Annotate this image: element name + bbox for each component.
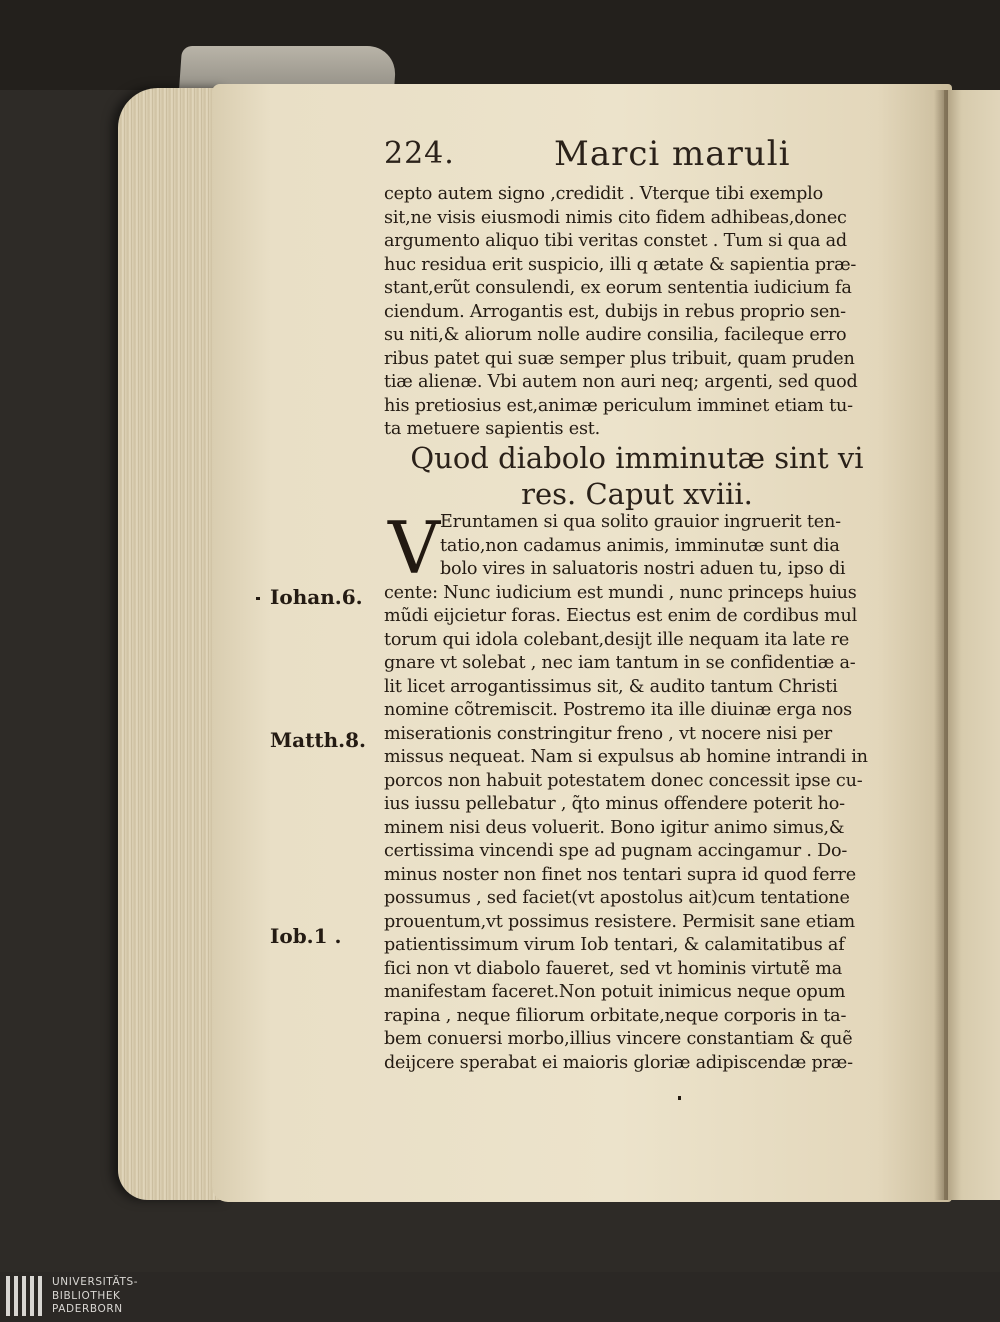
right-page-edge xyxy=(944,90,1000,1200)
text-line: ribus patet qui suæ semper plus tribuit, quam pruden xyxy=(384,348,855,369)
text-line: gnare vt solebat , nec iam tantum in se confidentiæ a- xyxy=(384,653,856,673)
text-line: miserationis constringitur freno , vt nocere nisi per xyxy=(384,723,832,744)
text-line: lit licet arrogantissimus sit, & audito tantum Christi xyxy=(384,676,838,697)
text-line: manifestam faceret.Non potuit inimicus neque opum xyxy=(384,982,846,1002)
text-line: rapina , neque filiorum orbitate,neque corporis in ta- xyxy=(384,1005,847,1026)
text-line: su niti,& aliorum nolle audire consilia, facileque erro xyxy=(384,325,847,345)
running-title: Marci maruli xyxy=(554,134,791,174)
text-line: cepto autem signo ,credidit . Vterque tibi exemplo xyxy=(384,184,823,204)
running-head xyxy=(384,136,884,180)
text-line: fici non vt diabolo faueret, sed vt hominis virtutẽ ma xyxy=(384,958,843,979)
text-line: tatio,non cadamus animis, imminutæ sunt dia xyxy=(440,535,840,556)
text-line: Eruntamen si qua solito grauior ingruerit ten- xyxy=(440,512,841,532)
text-line: certissima vincendi spe ad pugnam accingamur . Do- xyxy=(384,841,848,861)
body-text xyxy=(384,183,890,442)
text-line: possumus , sed faciet(vt apostolus ait)cum tentatione xyxy=(384,888,850,908)
library-logo xyxy=(6,1276,196,1316)
text-line: bem conuersi morbo,illius vincere constantiam & quẽ xyxy=(384,1029,853,1049)
text-line: missus nequeat. Nam si expulsus ab homine intrandi in xyxy=(384,747,868,767)
text-line: porcos non habuit potestatem donec concessit ipse cu- xyxy=(384,770,863,791)
text-line: prouentum,vt possimus resistere. Permisit sane etiam xyxy=(384,911,856,932)
text-line: argumento aliquo tibi veritas constet . Tum si qua ad xyxy=(384,231,847,251)
text-line: minem nisi deus voluerit. Bono igitur animo simus,& xyxy=(384,817,845,838)
page-number: 224. xyxy=(384,136,455,171)
marginal-note: Iohan.6. xyxy=(270,585,363,609)
chapter-text xyxy=(384,506,890,1075)
text-line: cente: Nunc iudicium est mundi , nunc princeps huius xyxy=(384,582,857,603)
text-line: ciendum. Arrogantis est, dubijs in rebus proprio sen- xyxy=(384,301,846,322)
text-line: ius iussu pellebatur , q̃to minus offendere poterit ho- xyxy=(384,794,845,814)
text-line: his pretiosius est,animæ periculum imminet etiam tu- xyxy=(384,395,853,416)
text-line: deijcere sperabat ei maioris gloriæ adipiscendæ præ- xyxy=(384,1052,853,1073)
text-line: huc residua erit suspicio, illi q ætate & sapientia præ- xyxy=(384,254,857,275)
text-line: bolo vires in saluatoris nostri aduen tu, ipso di xyxy=(440,559,846,579)
text-line: patientissimum virum Iob tentari, & calamitatibus af xyxy=(384,935,845,955)
page-mark xyxy=(678,1096,681,1100)
text-line: nomine cõtremiscit. Postremo ita ille diuinæ erga nos xyxy=(384,700,852,720)
chapter-heading-line2: res. Caput xviii. xyxy=(521,477,753,511)
text-line: torum qui idola colebant,desijt ille nequam ita late re xyxy=(384,629,850,650)
text-line: sit,ne visis eiusmodi nimis cito fidem adhibeas,donec xyxy=(384,207,847,228)
logo-text: UNIVERSITÄTS- BIBLIOTHEK PADERBORN xyxy=(52,1276,139,1315)
text-line: mũdi eijcietur foras. Eiectus est enim de cordibus mul xyxy=(384,606,858,626)
text-line: tiæ alienæ. Vbi autem non auri neq; argenti, sed quod xyxy=(384,372,858,392)
page-gutter-shadow xyxy=(934,90,948,1200)
text-line: stant,erũt consulendi, ex eorum sententia iudicium fa xyxy=(384,278,852,298)
drop-cap: V xyxy=(388,506,440,590)
text-line: minus noster non finet nos tentari supra id quod ferre xyxy=(384,864,856,885)
text-line: ta metuere sapientis est. xyxy=(384,419,601,439)
chapter-heading-line1: Quod diabolo imminutæ sint vi xyxy=(410,441,864,475)
marginal-note: Iob.1 . xyxy=(270,924,342,948)
background-top xyxy=(0,0,1000,90)
marginal-note: Matth.8. xyxy=(270,728,366,752)
